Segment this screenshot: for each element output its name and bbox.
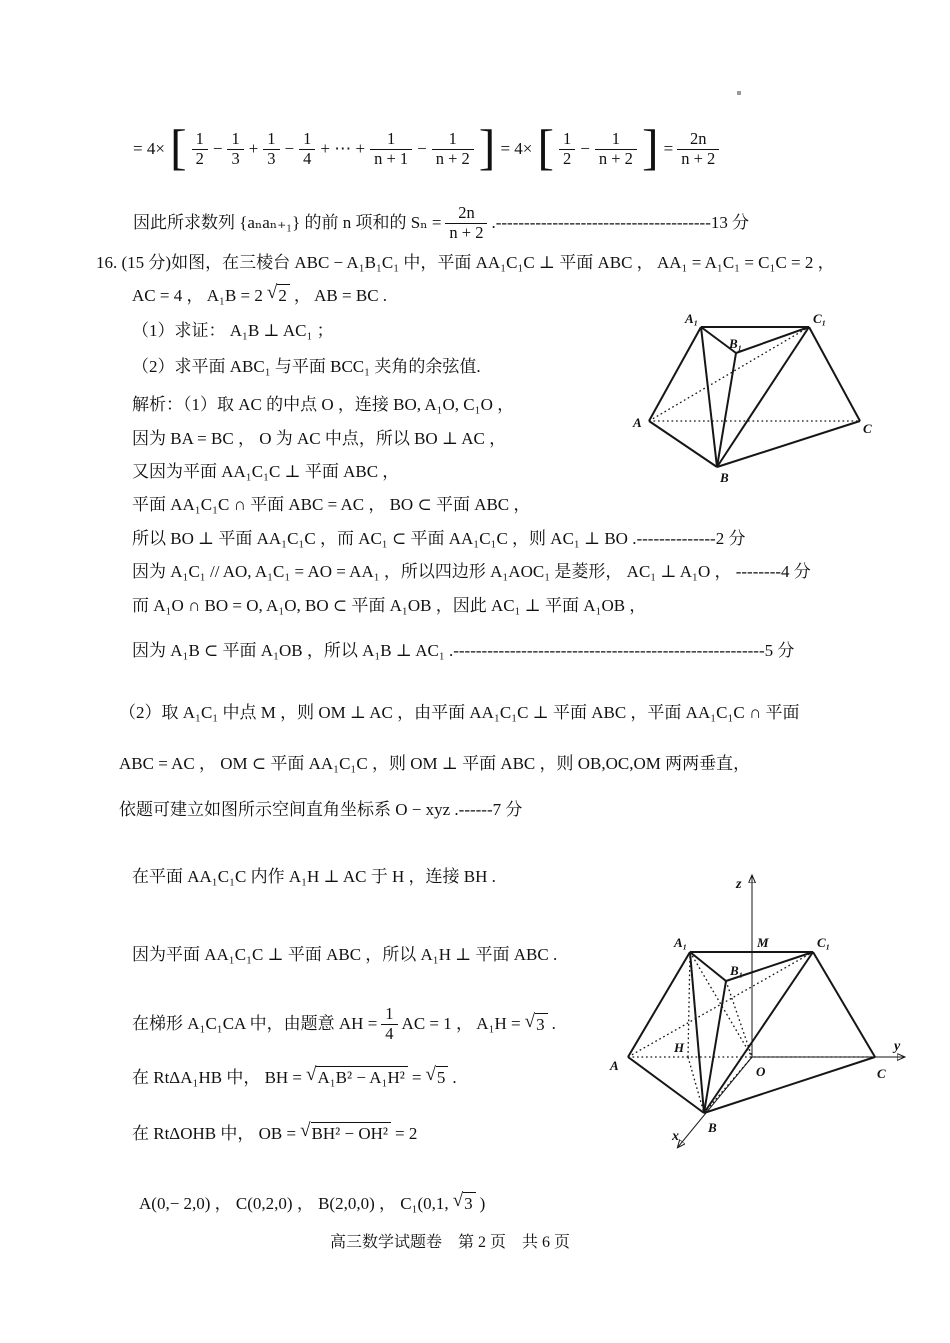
vertex-label-C: C [863,421,872,436]
point-label-H: H [674,1040,685,1055]
solution-line-score5: 因为 A₁B ⊂ 平面 A₁OB ，所以 A₁B ⊥ AC₁ .-------------------------------------------------------5 分 [132,641,795,660]
radicand: 5 [436,1066,449,1088]
denominator: n + 2 [595,149,637,168]
radicand: BH² − OH² [311,1122,391,1144]
numerator: 1 [563,129,572,149]
sum-result-line [133,196,749,250]
numerator: 1 [448,129,457,149]
telescoping-formula-line: = 4× [ $\frac{1}{2}$ − $\frac{1}{3}$ + $\frac{1}{3}$ − $\frac{1}{4}$ + ⋯ + $\frac{1}{n + 1}$ − $\frac{1}{n + 2}$ ] = 4× [ $\frac{1}{2}$ − $\frac{1}{n + 2}$ ] = $\frac{2n}{n + 2}$ [133,112,719,186]
vertex-label-B: B [720,470,729,485]
equals-result: = 2 [394,1123,418,1143]
vertex-label-B1: B₁ [730,963,744,978]
radical-icon: √ [306,1064,317,1085]
denominator: 4 [299,149,315,168]
solution-text: 在 RtΔOHB 中， OB = [132,1123,297,1143]
trapezoid-line [132,998,556,1050]
coordinates-line [139,1192,485,1214]
solution-line: 在平面 AA₁C₁C 内作 A₁H ⊥ AC 于 H ，连接 BH . [132,867,496,886]
sqrt-3 [524,1010,548,1035]
axis-label-y: y [894,1039,901,1054]
dotted-edges [649,327,860,421]
given-text: ， AB = BC . [293,285,388,305]
denominator: 4 [381,1024,397,1043]
minus-op: − [284,139,295,159]
coordinates-text: ) [479,1193,486,1213]
numerator: 1 [385,1004,394,1024]
radicand: 2 [277,284,290,306]
ellipsis-op: + ⋯ + [320,139,366,159]
denominator: n + 2 [432,149,474,168]
solution-text: . [551,1014,556,1034]
solution-line-score2: 所以 BO ⊥ 平面 AA₁C₁C ，而 AC₁ ⊂ 平面 AA₁C₁C ，则 AC₁ ⊥ BO .--------------2 分 [132,529,746,548]
figure-coordinate-frustum [600,860,920,1165]
solution-line: 而 A₁O ∩ BO = O, A₁O, BO ⊂ 平面 A₁OB ，因此 AC₁ ⊥ 平面 A₁OB ， [132,596,647,615]
sqrt-expression [300,1122,391,1144]
solution-line: （2）取 A₁C₁ 中点 M ，则 OM ⊥ AC ，由平面 AA₁C₁C ⊥ 平面 ABC ，平面 AA₁C₁C ∩ 平面 [119,703,800,722]
axis-label-z: z [736,877,742,892]
formula-eq-c: = [663,139,674,159]
solid-edges [649,327,860,467]
numerator: 2n [458,203,475,223]
page-footer: 高三数学试题卷 第 2 页 共 6 页 [329,1234,570,1251]
denominator: n + 2 [677,149,719,168]
solution-text: 在梯形 A₁C₁CA 中，由题意 AH = [132,1014,378,1034]
radicand: 3 [463,1192,476,1214]
part1-question: （1）求证： A₁B ⊥ AC₁ ； [132,321,334,340]
equals-sign: = [411,1067,422,1087]
numerator: 1 [231,129,240,149]
solution-line-score4: 因为 A₁C₁ // AO, A₁C₁ = AO = AA₁ ，所以四边形 A₁AOC₁ 是菱形， AC₁ ⊥ A₁O ， --------4 分 [132,562,811,581]
denominator: n + 1 [370,149,412,168]
radical-icon: √ [524,1010,536,1032]
numerator: 1 [386,129,396,149]
numerator: 1 [267,129,276,149]
radicand: A₁B² − A₁H² [316,1066,407,1088]
solution-line: 又因为平面 AA₁C₁C ⊥ 平面 ABC ， [132,462,400,481]
solution-line: 因为 BA = BC ， O 为 AC 中点，所以 BO ⊥ AC ， [132,429,507,448]
fraction [192,130,208,168]
vertex-label-A: A [633,415,642,430]
fraction [432,130,474,168]
radicand: 3 [535,1013,548,1035]
sqrt-2 [267,284,290,306]
fraction [299,130,315,168]
vertex-label-C1: C₁ [813,311,827,326]
denominator: 2 [559,149,575,168]
vertex-label-A1: A₁ [674,935,688,950]
fraction [559,130,575,168]
solution-line: 平面 AA₁C₁C ∩ 平面 ABC = AC ， BO ⊂ 平面 ABC ， [132,495,531,514]
vertex-label-A: A [610,1058,619,1073]
sum-result-text: 因此所求数列 {aₙaₙ₊₁} 的前 n 项和的 Sₙ = [133,213,442,233]
fraction [370,130,412,168]
numerator: 1 [195,129,204,149]
denominator: 3 [227,149,243,168]
minus-op: − [212,139,223,159]
origin-label-O: O [756,1064,766,1079]
sqrt-3 [453,1192,476,1214]
numerator: 1 [303,129,312,149]
fraction [445,204,487,242]
fraction [263,130,279,168]
sqrt-5 [425,1066,448,1088]
coordinates-text: A(0,− 2,0) ， C(0,2,0) ， B(2,0,0) ， C₁(0,1, [139,1193,449,1213]
minus-op: − [417,139,427,159]
part2-question: （2）求平面 ABC₁ 与平面 BCC₁ 夹角的余弦值. [132,357,481,376]
problem16-given [132,284,387,306]
fraction [595,130,637,168]
vertex-label-B: B [708,1120,717,1135]
formula-eq-b: = 4× [500,139,533,159]
vertex-label-C: C [877,1066,886,1081]
figure-frustum [625,300,895,495]
solution-line: 解析：（1）取 AC 的中点 O ，连接 BO, A₁O, C₁O ， [132,395,515,414]
sqrt-expression [306,1066,408,1088]
scan-artifact-dot [737,91,741,95]
problem16-statement: 16. (15 分)如图，在三棱台 ABC − A₁B₁C₁ 中，平面 AA₁C₁C ⊥ 平面 ABC ， AA₁ = A₁C₁ = C₁C = 2 ， [96,253,835,272]
given-text: AC = 4 ， A₁B = 2 [132,285,263,305]
radical-icon: √ [300,1120,311,1141]
vertex-label-B1: B₁ [729,336,743,351]
solution-line-score7: 依题可建立如图所示空间直角坐标系 O − xyz .------7 分 [119,800,523,819]
fraction [677,130,719,168]
point-label-M: M [757,935,769,950]
solution-text: AC = 1 ， A₁H = [401,1014,521,1034]
minus-op: − [580,139,590,159]
denominator: 3 [263,149,279,168]
numerator: 1 [611,129,621,149]
radical-icon: √ [425,1064,436,1085]
formula-eq-a: = 4× [133,139,165,159]
coordinate-axes [678,876,904,1147]
denominator: n + 2 [445,223,487,242]
solution-text: . [452,1067,457,1087]
vertex-label-A1: A₁ [685,311,699,326]
right-triangle-OHB-line [132,1122,417,1144]
vertex-label-C1: C₁ [817,935,831,950]
solution-text: 在 RtΔA₁HB 中， BH = [132,1067,303,1087]
denominator: 2 [192,149,208,168]
radical-icon: √ [452,1190,464,1211]
plus-op: + [248,139,259,159]
right-triangle-A1HB-line [132,1066,457,1088]
radical-icon: √ [266,282,278,303]
solution-line: ABC = AC ， OM ⊂ 平面 AA₁C₁C ，则 OM ⊥ 平面 ABC ，则 OB,OC,OM 两两垂直， [119,754,751,773]
fraction [227,130,243,168]
numerator: 2n [689,129,707,149]
solution-line: 因为平面 AA₁C₁C ⊥ 平面 ABC ，所以 A₁H ⊥ 平面 ABC . [132,945,558,964]
fraction [381,1005,397,1043]
score-marker-13: .--------------------------------------13 分 [491,213,750,233]
axis-label-x: x [672,1129,679,1144]
